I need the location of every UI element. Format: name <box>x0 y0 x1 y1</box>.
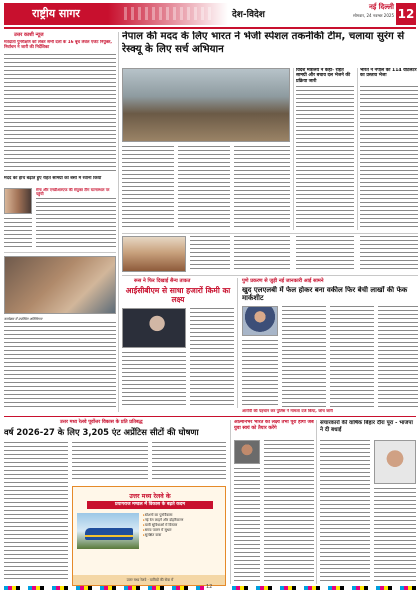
ad-feature-item: ▸ यात्री सुविधाओं में विस्तार <box>143 523 223 528</box>
story-headline: खुद एलएलबी में फेल होकर बना वकील फिर बेची लाखों की फेक मार्कशीट <box>242 286 408 303</box>
body-text <box>264 440 314 582</box>
portrait-photo <box>242 306 278 336</box>
registration-marks <box>232 586 416 590</box>
railway-advertisement <box>72 486 226 586</box>
train-car <box>85 528 133 540</box>
side-headline: भारत ने नेपाल को 114 वेंटिलेटर का प्रस्ताव भेजा <box>360 68 417 79</box>
footer-page-number: 12 <box>206 584 213 590</box>
story-kicker: रूस ने फिर दिखाई सैन्य ताकत <box>134 278 191 284</box>
lead-headline: नेपाल की मदद के लिए भारत ने भेजी स्पेशल तकनीकी टीम, चलाया सुरंग से रेस्क्यू के लिए सर्च अभियान <box>122 31 405 55</box>
column-divider <box>293 68 294 230</box>
author-photo <box>374 440 416 484</box>
body-text <box>4 442 68 582</box>
ad-feature-item: ▸ स्टेशनों का पुनर्विकास <box>143 513 223 518</box>
body-text <box>122 146 174 230</box>
ad-title: उत्तर मध्य रेलवे के <box>129 493 171 500</box>
story-headline: आईसीबीएम से साधा हजारों किमी का लक्ष्य <box>125 286 231 304</box>
body-text <box>190 308 234 408</box>
registration-marks <box>4 586 204 590</box>
story-kicker: पुणे प्रकरण से जुड़ी नई जानकारी आई सामने <box>242 278 324 284</box>
story-headline: आत्मनिर्भर भारत का लक्ष्य तभी पूरा होगा जब युवा स्वयं को तैयार करेंगे <box>234 420 314 431</box>
edition-city: नई दिल्ली <box>368 3 394 11</box>
section-title: देश-विदेश <box>232 10 265 20</box>
portrait-photo <box>4 188 32 214</box>
body-text <box>234 468 260 582</box>
body-text <box>178 146 230 230</box>
column-divider <box>316 420 317 584</box>
photo-caption: कार्यक्रम में उपस्थित अतिथिगण <box>4 317 43 321</box>
ad-footer: उत्तर मध्य रेलवे · यात्रियों की सेवा में <box>73 575 226 585</box>
divider <box>4 416 416 417</box>
story-subhead: आरोपी की पहचान कर पुलिस ने मामला दर्ज किया, जांच जारी <box>242 409 333 413</box>
column-divider <box>357 68 358 230</box>
column-divider <box>230 420 231 584</box>
body-text <box>374 488 416 582</box>
lead-photo <box>122 68 290 142</box>
body-text <box>378 306 418 408</box>
body-text <box>296 236 354 272</box>
ad-banner: प्रयागराज मण्डल में विकास के बढ़ते कदम <box>87 501 213 509</box>
story-headline: वर्ष 2026-27 के लिए 3,205 एंट अप्रेंटिस सीटों की घोषणा <box>4 427 199 437</box>
body-text <box>190 236 230 272</box>
body-text <box>360 86 418 230</box>
body-text <box>242 340 278 408</box>
train-illustration <box>77 513 139 549</box>
page-footer <box>0 584 420 594</box>
ad-feature-item: ▸ समय पालन में सुधार <box>143 528 223 533</box>
body-text <box>36 198 116 248</box>
body-text <box>4 54 116 172</box>
side-headline: विदेश मंत्रालय ने कहा- राहत सामग्री और बचाव दल भेजने की प्रक्रिया जारी <box>296 68 351 84</box>
body-text <box>122 352 186 408</box>
body-text <box>296 86 354 230</box>
divider <box>122 233 418 234</box>
body-text <box>360 236 418 272</box>
story-subhead: मतदाता पुनरीक्षण को लेकर सभी दलों के 16 बूथ लेवल एजेंट नियुक्त, निर्वाचन ने जारी की निर्देशिका <box>4 40 113 49</box>
body-text <box>234 146 290 230</box>
body-text <box>4 322 116 408</box>
masthead <box>0 0 420 32</box>
ad-feature-item: ▸ नई रेल लाइनें और दोहरीकरण <box>143 518 223 523</box>
column-divider <box>237 278 238 408</box>
masthead-rule <box>4 27 416 29</box>
train-stripe <box>85 535 133 537</box>
masthead-pattern <box>124 7 214 20</box>
story-headline: मदद का हाथ बढ़ाते हुए राहत सामग्री को बसों में रवाना किया <box>4 176 102 181</box>
ad-feature-item: ▸ सुरक्षित यात्रा <box>143 533 223 538</box>
body-text <box>330 306 374 408</box>
story-subhead: सेना और एनडीआरएफ की संयुक्त टीम घटनास्थल पर पहुंची <box>36 188 110 197</box>
body-text <box>234 236 290 272</box>
body-text <box>152 442 226 482</box>
story-kicker: उत्तर काशी न्यूज <box>14 32 44 38</box>
newspaper-logo: राष्ट्रीय सागर <box>4 3 108 25</box>
page-number-badge: 12 <box>396 3 416 25</box>
leader-photo <box>122 308 186 348</box>
body-text <box>4 218 32 248</box>
portrait-photo <box>234 440 260 464</box>
group-photo <box>4 256 116 314</box>
ad-feature-list <box>143 513 223 538</box>
body-text <box>320 440 370 582</box>
edition-info <box>353 3 394 19</box>
column-divider <box>118 32 119 412</box>
meeting-photo <box>122 236 186 272</box>
story-headline: संचारकारों की वार्षिक बिहार दौरा पूरा - भाजपा ने दी बधाई <box>320 420 413 433</box>
divider <box>122 275 418 276</box>
divider <box>4 252 116 253</box>
story-kicker: उत्तर मध्य रेलवे पूर्वोत्तर विकास के प्रति प्रतिबद्ध <box>60 420 143 425</box>
edition-date: सोमवार, 24 नवम्बर 2025 <box>352 13 394 18</box>
body-text <box>282 306 326 408</box>
body-text <box>72 442 148 482</box>
